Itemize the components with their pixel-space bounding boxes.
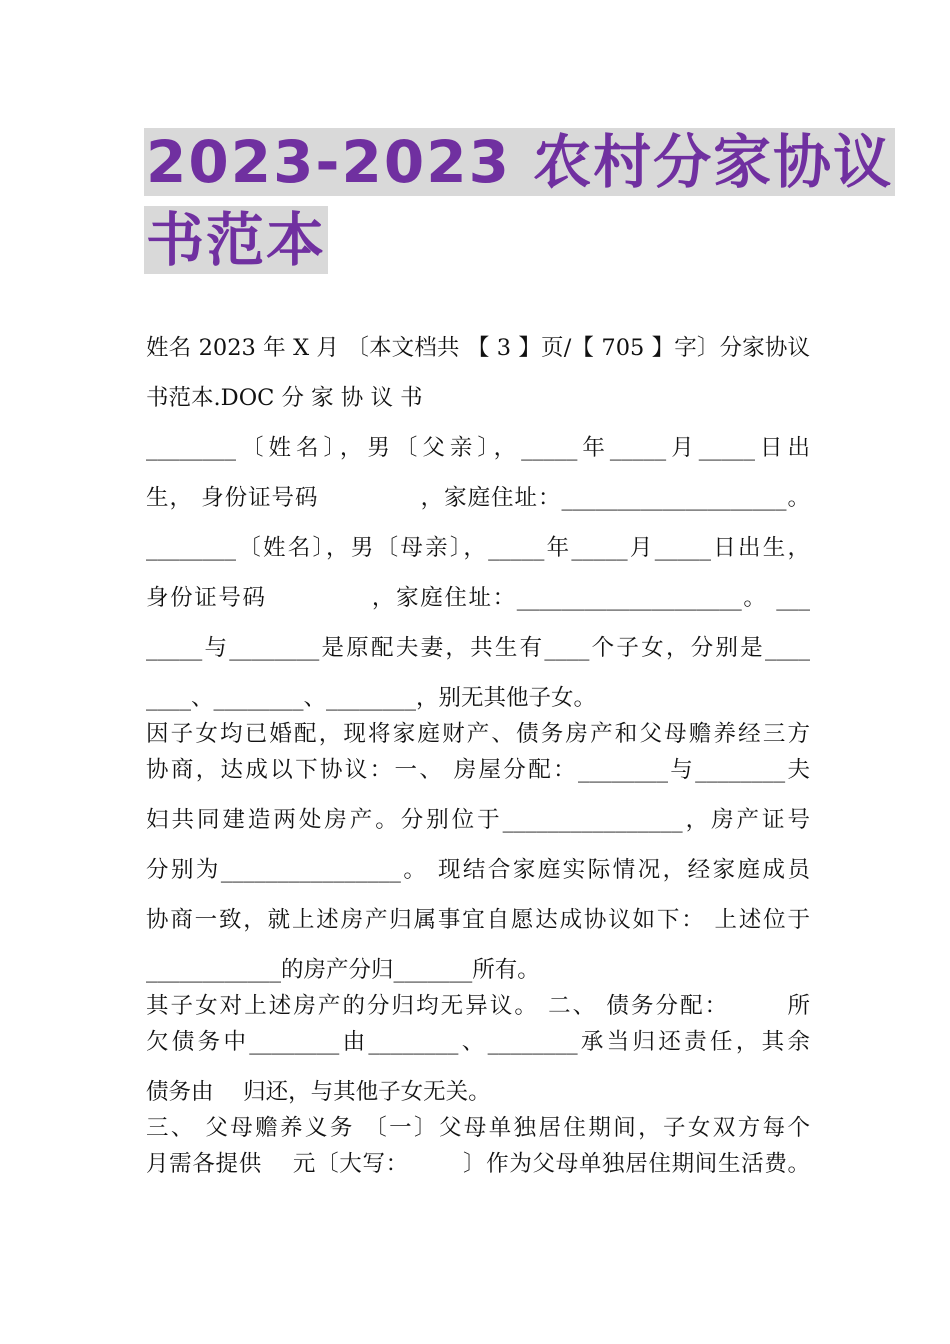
body-line: 身份证号码 ，家庭住址：____________________。 ___ [146,585,810,611]
body-line: 因子女均已婚配，现将家庭财产、债务房产和父母赡养经三方 [146,721,810,747]
body-line: 生， 身份证号码 ，家庭住址：____________________。 [146,485,810,511]
body-line: ________〔姓名〕，男〔父亲〕，_____年_____月_____日出 [146,435,810,461]
body-line: 分别为________________。 现结合家庭实际情况，经家庭成员 [146,857,810,883]
body-line: 书范本.DOC 分 家 协 议 书 [146,385,423,411]
body-line: 姓名 2023 年 X 月 〔本文档共 【 3 】页/【 705 】字〕分家协议 [146,335,810,361]
document-title [144,128,894,274]
body-line: 妇共同建造两处房产。分别位于________________，房产证号 [146,807,810,833]
body-line: _____与________是原配夫妻，共生有____个子女，分别是____ [146,635,810,661]
body-line: 协商，达成以下协议：一、 房屋分配：________与________夫 [146,757,810,783]
body-line: 欠债务中________由________、________承当归还责任，其余 [146,1029,810,1055]
title-line-2: 书范本 [146,206,327,274]
body-line: ____________的房产分归_______所有。 [146,957,540,983]
body-line: ____、________、________，别无其他子女。 [146,685,597,711]
body-line: 债务由 归还，与其他子女无关。 [146,1079,491,1105]
body-line: 协商一致，就上述房产归属事宜自愿达成协议如下： 上述位于 [146,907,810,933]
body-line: 月需各提供 元〔大写： 〕作为父母单独居住期间生活费。 [146,1151,810,1177]
body-line: ________〔姓名〕，男〔母亲〕，_____年_____月_____日出生， [146,535,810,561]
document-body [146,330,810,1196]
title-line-1: 2023-2023 农村分家协议 [146,128,894,196]
body-line: 其子女对上述房产的分归均无异议。 二、 债务分配： 所 [146,993,810,1019]
body-line: 三、 父母赡养义务 〔一〕父母单独居住期间，子女双方每个 [146,1115,810,1141]
